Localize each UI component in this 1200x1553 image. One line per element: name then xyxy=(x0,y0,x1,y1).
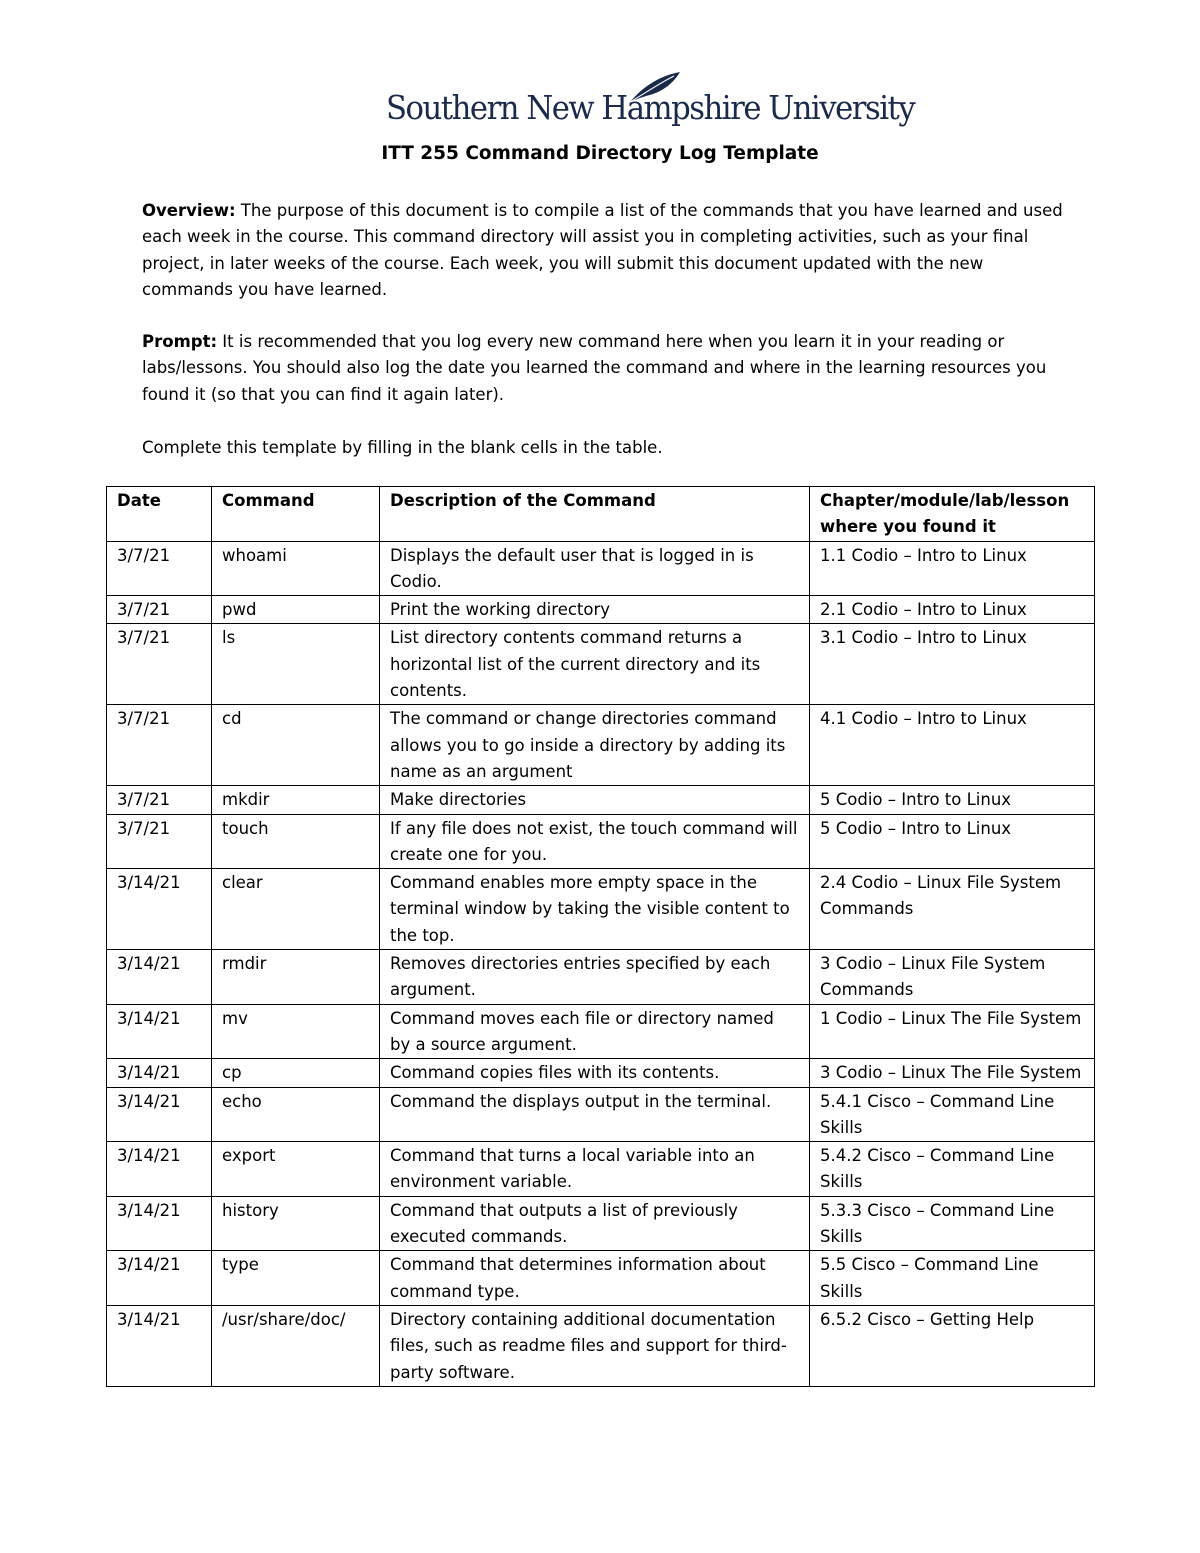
cell-command: cp xyxy=(212,1059,380,1087)
cell-command: cd xyxy=(212,705,380,786)
overview-text: The purpose of this document is to compile a list of the commands that you have learned and used each week in the course. This command directory will assist you in completing activities, such as your final project, in later weeks of the course. Each week, you will submit this document updated with the new commands you have learned. xyxy=(142,201,1063,299)
cell-chapter: 4.1 Codio – Intro to Linux xyxy=(810,705,1095,786)
cell-date: 3/14/21 xyxy=(107,1251,212,1306)
cell-chapter: 1.1 Codio – Intro to Linux xyxy=(810,541,1095,596)
cell-date: 3/14/21 xyxy=(107,1004,212,1059)
cell-description: Print the working directory xyxy=(380,596,810,624)
cell-date: 3/14/21 xyxy=(107,1305,212,1386)
header-description: Description of the Command xyxy=(380,487,810,542)
table-row xyxy=(107,541,1095,596)
cell-command: echo xyxy=(212,1087,380,1142)
cell-description: Command copies files with its contents. xyxy=(380,1059,810,1087)
prompt-label: Prompt: xyxy=(142,332,218,351)
cell-description: Displays the default user that is logged in is Codio. xyxy=(380,541,810,596)
cell-command: export xyxy=(212,1142,380,1197)
cell-description: Removes directories entries specified by each argument. xyxy=(380,950,810,1005)
cell-description: If any file does not exist, the touch command will create one for you. xyxy=(380,814,810,869)
cell-chapter: 5.4.2 Cisco – Command Line Skills xyxy=(810,1142,1095,1197)
cell-date: 3/14/21 xyxy=(107,950,212,1005)
cell-command: touch xyxy=(212,814,380,869)
cell-description: Make directories xyxy=(380,786,810,814)
cell-date: 3/14/21 xyxy=(107,1087,212,1142)
cell-command: ls xyxy=(212,624,380,705)
header-date: Date xyxy=(107,487,212,542)
cell-description: Command that outputs a list of previously executed commands. xyxy=(380,1196,810,1251)
cell-chapter: 3.1 Codio – Intro to Linux xyxy=(810,624,1095,705)
cell-command: mkdir xyxy=(212,786,380,814)
cell-chapter: 5.3.3 Cisco – Command Line Skills xyxy=(810,1196,1095,1251)
cell-date: 3/14/21 xyxy=(107,1142,212,1197)
table-row xyxy=(107,950,1095,1005)
header-command: Command xyxy=(212,487,380,542)
cell-chapter: 2.4 Codio – Linux File System Commands xyxy=(810,869,1095,950)
cell-chapter: 2.1 Codio – Intro to Linux xyxy=(810,596,1095,624)
table-row xyxy=(107,786,1095,814)
cell-chapter: 3 Codio – Linux The File System xyxy=(810,1059,1095,1087)
cell-chapter: 1 Codio – Linux The File System xyxy=(810,1004,1095,1059)
cell-date: 3/7/21 xyxy=(107,596,212,624)
cell-description: The command or change directories command allows you to go inside a directory by adding its name as an argument xyxy=(380,705,810,786)
document-title: ITT 255 Command Directory Log Template xyxy=(381,143,819,164)
cell-date: 3/7/21 xyxy=(107,624,212,705)
cell-command: mv xyxy=(212,1004,380,1059)
table-row xyxy=(107,869,1095,950)
table-row xyxy=(107,1251,1095,1306)
cell-command: history xyxy=(212,1196,380,1251)
table-row xyxy=(107,624,1095,705)
table-row xyxy=(107,1059,1095,1087)
cell-chapter: 6.5.2 Cisco – Getting Help xyxy=(810,1305,1095,1386)
table-header-row xyxy=(107,487,1095,542)
table-row xyxy=(107,596,1095,624)
cell-chapter: 5 Codio – Intro to Linux xyxy=(810,814,1095,869)
prompt-paragraph xyxy=(142,329,1072,408)
cell-description: Command enables more empty space in the terminal window by taking the visible content to the top. xyxy=(380,869,810,950)
cell-date: 3/14/21 xyxy=(107,1196,212,1251)
cell-command: type xyxy=(212,1251,380,1306)
cell-chapter: 5.5 Cisco – Command Line Skills xyxy=(810,1251,1095,1306)
cell-command: /usr/share/doc/ xyxy=(212,1305,380,1386)
cell-command: whoami xyxy=(212,541,380,596)
table-row xyxy=(107,814,1095,869)
cell-description: Command that turns a local variable into an environment variable. xyxy=(380,1142,810,1197)
university-name: Southern New Hampshire University xyxy=(386,88,915,127)
cell-date: 3/14/21 xyxy=(107,1059,212,1087)
table-row xyxy=(107,1196,1095,1251)
cell-date: 3/7/21 xyxy=(107,541,212,596)
prompt-text: It is recommended that you log every new command here when you learn it in your reading or labs/lessons. You should also log the date you learned the command and where in the learning resources you found it (so that you can find it again later). xyxy=(142,332,1047,404)
cell-date: 3/14/21 xyxy=(107,869,212,950)
instruction-paragraph: Complete this template by filling in the blank cells in the table. xyxy=(142,438,663,457)
overview-label: Overview: xyxy=(142,201,236,220)
overview-paragraph xyxy=(142,198,1072,303)
cell-chapter: 3 Codio – Linux File System Commands xyxy=(810,950,1095,1005)
cell-description: Directory containing additional documentation files, such as readme files and support for third-party software. xyxy=(380,1305,810,1386)
cell-chapter: 5.4.1 Cisco – Command Line Skills xyxy=(810,1087,1095,1142)
table-row xyxy=(107,1305,1095,1386)
university-logo xyxy=(386,68,915,138)
table-row xyxy=(107,1004,1095,1059)
cell-description: Command the displays output in the terminal. xyxy=(380,1087,810,1142)
cell-command: clear xyxy=(212,869,380,950)
cell-date: 3/7/21 xyxy=(107,786,212,814)
table-row xyxy=(107,1142,1095,1197)
header-chapter: Chapter/module/lab/lesson where you found it xyxy=(810,487,1095,542)
table-row xyxy=(107,705,1095,786)
cell-description: Command that determines information about command type. xyxy=(380,1251,810,1306)
cell-command: pwd xyxy=(212,596,380,624)
command-log-table xyxy=(106,486,1095,1387)
cell-command: rmdir xyxy=(212,950,380,1005)
cell-date: 3/7/21 xyxy=(107,705,212,786)
cell-description: List directory contents command returns a horizontal list of the current directory and its contents. xyxy=(380,624,810,705)
cell-date: 3/7/21 xyxy=(107,814,212,869)
cell-chapter: 5 Codio – Intro to Linux xyxy=(810,786,1095,814)
cell-description: Command moves each file or directory named by a source argument. xyxy=(380,1004,810,1059)
table-row xyxy=(107,1087,1095,1142)
